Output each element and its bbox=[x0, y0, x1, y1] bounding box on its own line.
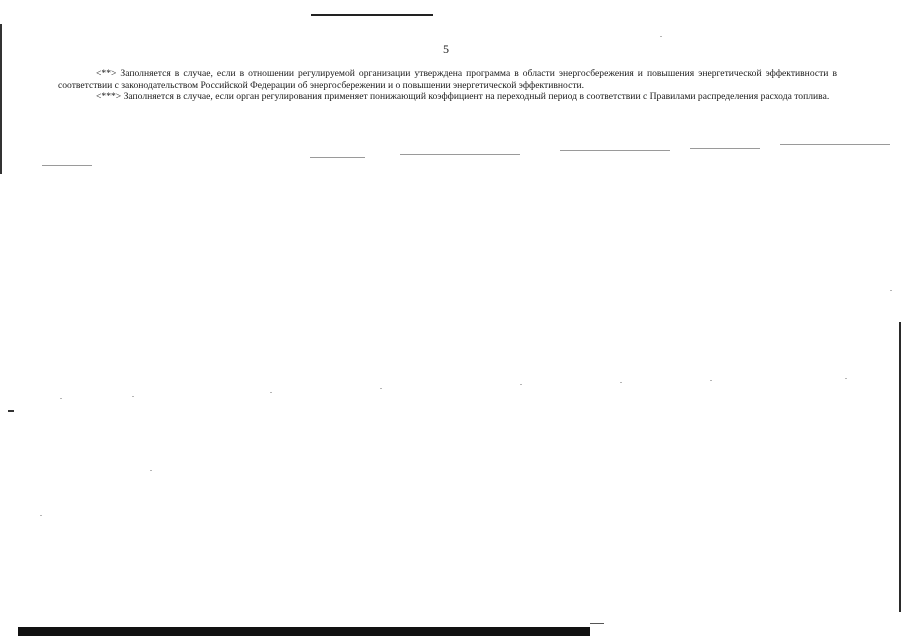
scan-noise bbox=[620, 382, 622, 383]
footnote-triple-asterisk: <***> Заполняется в случае, если орган регулирования применяет понижающий коэффициент на переходный период в соответствии с Правилами распределения расхода топлива. bbox=[96, 91, 830, 103]
footnote-double-asterisk: <**> Заполняется в случае, если в отношении регулируемой организации утверждена программа в области энергосбережения и повышения энергетической эффективности в соответствии с законодательством Российской Федерации об энергосбережении и о повышении энергетической эффективности. bbox=[58, 68, 837, 91]
scan-noise bbox=[380, 388, 382, 389]
scan-noise bbox=[60, 398, 62, 399]
scan-noise bbox=[132, 396, 134, 397]
scan-bottom-edge-tail bbox=[590, 623, 604, 624]
scan-artifact-line bbox=[690, 148, 760, 149]
scan-artifact-line bbox=[560, 150, 670, 151]
scan-artifact-line bbox=[310, 157, 365, 158]
scan-noise bbox=[660, 36, 662, 37]
scan-noise bbox=[150, 470, 152, 471]
header-rule bbox=[311, 14, 433, 16]
scan-artifact-line bbox=[400, 154, 520, 155]
scan-noise bbox=[40, 515, 42, 516]
scan-noise bbox=[270, 392, 272, 393]
scan-noise bbox=[890, 290, 892, 291]
scan-left-edge bbox=[0, 24, 2, 174]
scan-noise bbox=[710, 380, 712, 381]
scan-noise bbox=[845, 378, 847, 379]
scan-bottom-edge bbox=[18, 627, 590, 636]
scan-right-edge bbox=[899, 322, 901, 612]
footnotes-block bbox=[58, 68, 837, 103]
scan-mark bbox=[8, 410, 14, 412]
scan-artifact-line bbox=[780, 144, 890, 145]
scan-noise bbox=[520, 384, 522, 385]
page-number: 5 bbox=[443, 42, 449, 56]
scan-artifact-line bbox=[42, 165, 92, 166]
